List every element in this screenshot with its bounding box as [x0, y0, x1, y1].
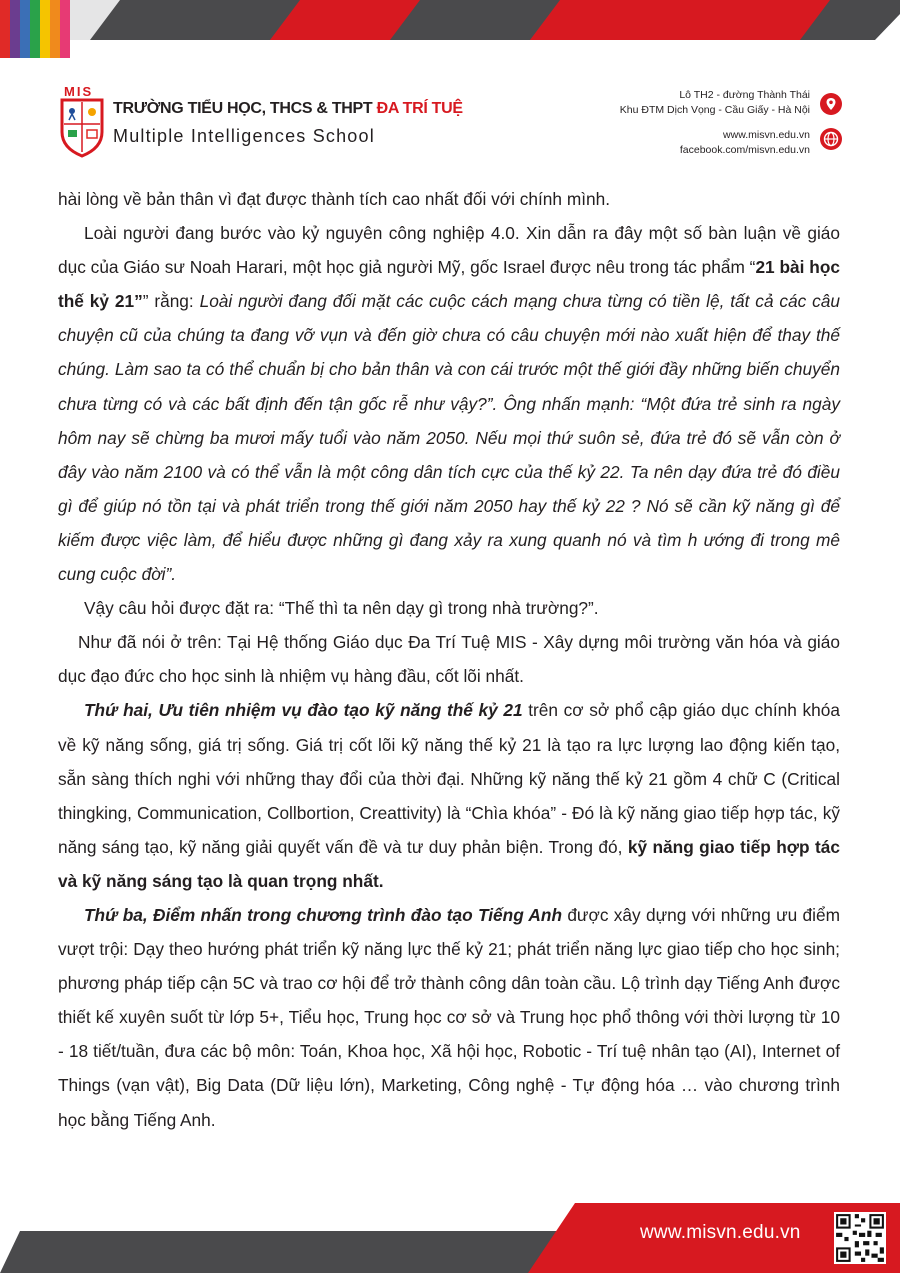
paragraph-3: Vậy câu hỏi được đặt ra: “Thế thì ta nên dạy gì trong nhà trường?”.	[84, 598, 599, 619]
p2-intro: Loài người đang bước vào kỷ nguyên công nghiệp 4.0. Xin dẫn ra đây một số bàn luận về giáo dục của Giáo sư Noah Harari, một học giả người Mỹ, gốc Israel được nêu trong tác phẩm “	[58, 223, 840, 278]
school-name-main: TRƯỜNG TIỂU HỌC, THCS & THPT	[113, 100, 377, 117]
harari-quote: Loài người đang đối mặt các cuộc cách mạng chưa từng có tiền lệ, tất cả các câu chuyện cũ của chúng ta đang vỡ vụn và đến giờ chưa có câu chuyện mới nào xuất hiện để thay thế chúng. Làm sao ta có thể chuẩn bị cho bản thân và con cái trước một thế giới đầy những biến chuyển chưa từng có và các bất định đến tận gốc rễ như vậy?”. Ông nhấn mạnh: “Một đứa trẻ sinh ra ngày hôm nay sẽ chừng ba mươi mấy tuổi vào năm 2050. Nếu mọi thứ suôn sẻ, đứa trẻ đó sẽ vẫn còn ở đây vào năm 2100 và có thể vẫn là một công dân tích cực của thế kỷ 22. Ta nên dạy đứa trẻ đó điều gì để giúp nó tồn tại và phát triển trong thế giới năm 2050 hay thế kỷ 22 ? Nó sẽ cần kỹ năng gì để kiếm được việc làm, để hiểu được những gì đang xảy ra xung quanh nó và tìm h ướng đi trong mê cung cuộc đời”.	[58, 291, 841, 585]
globe-icon	[820, 128, 842, 150]
address-line-2: Khu ĐTM Dịch Vọng - Cầu Giấy - Hà Nội	[619, 104, 810, 116]
address-line-1: Lô TH2 - đường Thành Thái	[679, 89, 810, 101]
paragraph-4: Như đã nói ở trên: Tại Hệ thống Giáo dục Đa Trí Tuệ MIS - Xây dựng môi trường văn hóa và giáo dục đạo đức cho học sinh là nhiệm vụ hàng đầu, cốt lõi nhất.	[58, 632, 840, 687]
p2-connector: ” rằng:	[142, 291, 200, 312]
paragraph-2: Loài người đang bước vào kỷ nguyên công nghiệp 4.0. Xin dẫn ra đây một số bàn luận về giáo dục của Giáo sư Noah Harari, một học giả người Mỹ, gốc Israel được nêu trong tác phẩm “21 bài học thế kỷ 21”” rằng: Loài người đang đối mặt các cuộc cách mạng chưa từng có tiền lệ, tất cả các câu chuyện cũ của chúng ta đang vỡ vụn và đến giờ chưa có câu chuyện mới nào xuất hiện để thay thế chúng. Làm sao ta có thể chuẩn bị cho bản thân và con cái trước một thế giới đầy những biến chuyển chưa từng có và các bất định đến tận gốc rễ như vậy?”. Ông nhấn mạnh: “Một đứa trẻ sinh ra ngày hôm nay sẽ chừng ba mươi mấy tuổi vào năm 2050. Nếu mọi thứ suôn sẻ, đứa trẻ đó sẽ vẫn còn ở đây vào năm 2100 và có thể vẫn là một công dân tích cực của thế kỷ 22. Ta nên dạy đứa trẻ đó điều gì để giúp nó tồn tại và phát triển trong thế giới năm 2050 hay thế kỷ 22 ? Nó sẽ cần kỹ năng gì để kiếm được việc làm, để hiểu được những gì đang xảy ra xung quanh nó và tìm h ướng đi trong mê cung cuộc đời”.	[58, 223, 841, 585]
qr-code-icon	[834, 1212, 886, 1264]
shield-icon	[58, 98, 106, 158]
school-name-accent: ĐA TRÍ TUỆ	[376, 100, 463, 117]
paragraph-5	[58, 693, 840, 898]
book-title: 21 bài học thế kỷ 21	[58, 257, 840, 312]
section-two-emphasis: kỹ năng giao tiếp hợp tác và kỹ năng sáng tạo là quan trọng nhất.	[58, 836, 840, 891]
facebook-link[interactable]: facebook.com/misvn.edu.vn	[679, 144, 810, 156]
section-three-body: được xây dựng với những ưu điểm vượt trội: Dạy theo hướng phát triển kỹ năng lực thế kỷ 21; phát triển năng lực giao tiếp cho học sinh; phương pháp tiếp cận 5C và trao cơ hội để trở thành công dân toàn cầu. Lộ trình dạy Tiếng Anh được thiết kế xuyên suốt từ lớp 5+, Tiểu học, Trung học cơ sở và Trung học phổ thông với thời lượng từ 10 - 18 tiết/tuần, đưa các bộ môn: Toán, Khoa học, Xã hội học, Robotic - Trí tuệ nhân tạo (AI), Internet of Things (vạn vật), Big Data (Dữ liệu lớn), Marketing, Công nghệ - Tự động hóa … vào chương trình học bằng Tiếng Anh.	[58, 904, 840, 1130]
section-two-heading: Thứ hai, Ưu tiên nhiệm vụ đào tạo kỹ năng thế kỷ 21	[84, 700, 523, 721]
article-body	[58, 182, 840, 1137]
paragraph-1: hài lòng về bản thân vì đạt được thành tích cao nhất đối với chính mình.	[58, 189, 611, 209]
rainbow-stripes	[0, 0, 70, 58]
section-two-body: trên cơ sở phổ cập giáo dục chính khóa về kỹ năng sống, giá trị sống. Giá trị cốt lõi kỹ năng thế kỷ 21 là tạo ra lực lượng lao động kiến tạo, sẵn sàng thích nghi với những thay đổi của thời đại. Những kỹ năng thế kỷ 21 gồm 4 chữ C (Critical thingking, Communication, Collbortion, Creattivity) là “Chìa khóa” - Đó là kỹ năng giao tiếp hợp tác, kỹ năng sáng tạo, kỹ năng giải quyết vấn đề và tư duy phản biện. Trong đó,	[58, 700, 841, 857]
logo-text: MIS	[64, 84, 94, 99]
paragraph-6	[58, 898, 840, 1137]
contact-block	[550, 88, 810, 158]
location-pin-icon	[820, 93, 842, 115]
school-name-english: Multiple Intelligences School	[113, 126, 375, 146]
footer-website-link[interactable]: www.misvn.edu.vn	[640, 1222, 801, 1243]
school-name	[113, 100, 463, 118]
section-three-heading: Thứ ba, Điểm nhấn trong chương trình đào tạo Tiếng Anh	[84, 904, 563, 925]
website-link[interactable]: www.misvn.edu.vn	[723, 129, 810, 141]
school-logo	[58, 84, 106, 156]
page-header	[0, 84, 900, 164]
top-decorative-band	[0, 0, 900, 40]
